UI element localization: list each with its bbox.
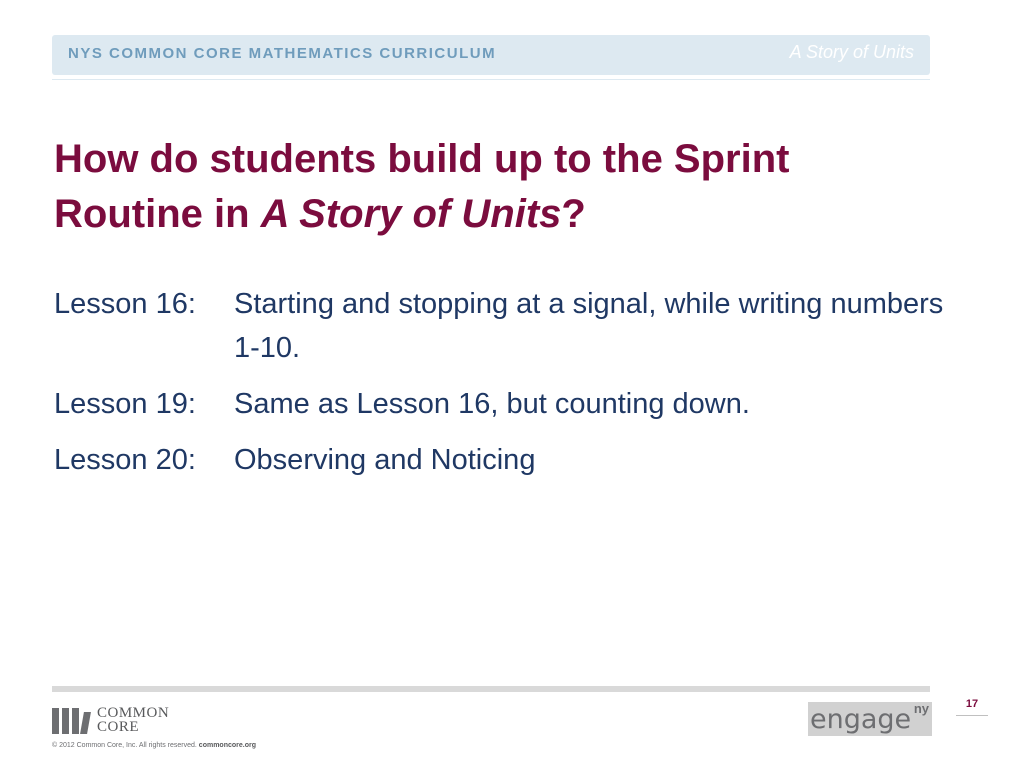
books-icon: [52, 706, 89, 734]
engage-word: engage: [810, 704, 912, 735]
title-text: How do students build up to the Sprint Routine in: [54, 137, 790, 236]
copyright-notice: [52, 742, 256, 749]
curriculum-label: NYS COMMON CORE MATHEMATICS CURRICULUM: [68, 45, 497, 62]
lesson-list: [54, 282, 954, 494]
list-item: [54, 382, 954, 426]
common-core-logo: [52, 706, 169, 734]
lesson-number: Lesson 16:: [54, 288, 196, 320]
lesson-number: Lesson 20:: [54, 444, 196, 476]
lesson-number: Lesson 19:: [54, 388, 196, 420]
engage-sup: ny: [913, 701, 929, 716]
page-number: 17: [956, 698, 988, 716]
lesson-description: Observing and Noticing: [234, 444, 536, 476]
header-divider: [52, 79, 930, 80]
copyright-site: commoncore.org: [198, 742, 256, 749]
footer-divider: [52, 686, 930, 692]
list-item: [54, 438, 954, 482]
title-italic: A Story of Units: [260, 192, 562, 236]
lesson-description: Starting and stopping at a signal, while writing numbers 1-10.: [234, 288, 944, 364]
logo-line-1: COMMON: [97, 705, 170, 721]
copyright-text: © 2012 Common Core, Inc. All rights reserved.: [52, 742, 197, 749]
series-label: A Story of Units: [789, 42, 914, 62]
lesson-description: Same as Lesson 16, but counting down.: [234, 388, 750, 420]
logo-line-2: CORE: [97, 719, 140, 735]
list-item: [54, 282, 954, 370]
engageny-logo: [808, 702, 932, 736]
title-end: ?: [561, 192, 586, 236]
slide-title: [54, 132, 934, 242]
